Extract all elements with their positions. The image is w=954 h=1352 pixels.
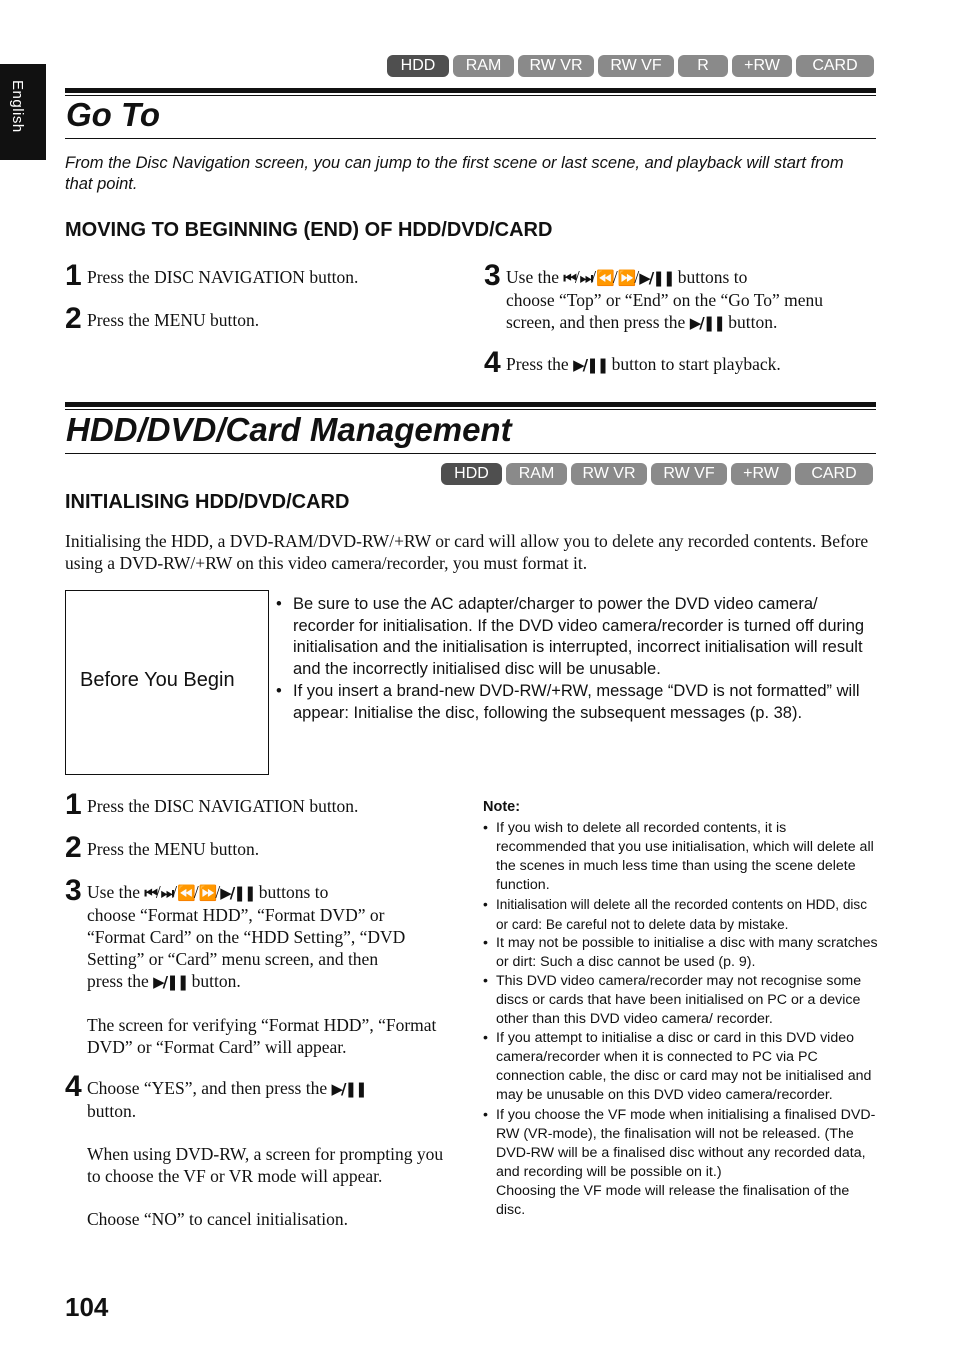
next-icon: ⏭ xyxy=(160,884,173,902)
list-item: • If you insert a brand-new DVD-RW/+RW, message “DVD is not formatted” will appear: Initialise the disc, following the subsequent messages (p. 38). xyxy=(276,681,876,724)
step-text-part: button to start playback. xyxy=(611,354,781,374)
tag-card: CARD xyxy=(796,55,874,77)
step-text: Press the DISC NAVIGATION button. xyxy=(87,267,359,287)
next-icon: ⏭ xyxy=(579,269,592,287)
media-tags-management xyxy=(441,463,873,485)
step-text-part: Use the xyxy=(87,882,140,902)
step-text-part: button. xyxy=(87,1101,137,1121)
play-pause-icon: ▶/❚❚ xyxy=(331,1080,366,1098)
tag-rw-vr: RW VR xyxy=(571,463,647,485)
step-number: 3 xyxy=(484,259,501,292)
note-list xyxy=(483,819,879,1182)
tag-card: CARD xyxy=(795,463,873,485)
step-text xyxy=(506,266,881,334)
mgmt-title-rule-top xyxy=(65,402,876,407)
step-text-part: Choose “YES”, and then press the xyxy=(87,1078,328,1098)
list-item: • If you attempt to initialise a disc or card in this DVD video camera/recorder when it is connected to PC via PC connection cable, the disc or card may not be initialised and may be unusable on this DVD video camera/recorder. xyxy=(483,1029,879,1105)
list-item: • Be sure to use the AC adapter/charger to power the DVD video camera/ recorder for initialisation. If the DVD video camera/recorder is turned off during initialisation and the initialisation is interrupted, incorrect initialisation will result and the incorrectly initialised disc will be unusable. xyxy=(276,594,876,681)
before-you-begin-box xyxy=(65,590,269,775)
tag-ram: RAM xyxy=(506,463,567,485)
step-text xyxy=(87,881,459,1058)
list-item: • Initialisation will delete all the recorded contents on HDD, disc or card: Be careful not to delete data by mistake. xyxy=(483,895,879,933)
tag-rw-vr: RW VR xyxy=(518,55,594,77)
step-number: 1 xyxy=(65,259,82,292)
tag-rw-vf: RW VF xyxy=(598,55,674,77)
fast-forward-icon: ⏩ xyxy=(198,884,216,902)
tag-hdd: HDD xyxy=(441,463,502,485)
goto-intro: From the Disc Navigation screen, you can jump to the first scene or last scene, and playback will start from that point. xyxy=(65,154,844,193)
mgmt-title-rule-top-thin xyxy=(65,409,876,410)
step-text-part: “Format Card” on the “HDD Setting”, “DVD xyxy=(87,927,406,947)
title-rule-bottom xyxy=(65,138,876,139)
list-item: • If you choose the VF mode when initialising a finalised DVD-RW (VR-mode), the finalisation will not be released. (The DVD-RW will be a finalised disc without any recorded data, and recording will be possible on it.) xyxy=(483,1106,879,1182)
slash: / xyxy=(574,267,580,287)
slash: / xyxy=(193,882,199,902)
mgmt-intro: Initialising the HDD, a DVD-RAM/DVD-RW/+RW or card will allow you to delete any recorded contents. Before using a DVD-RW/+RW on this video camera/recorder, you must format it. xyxy=(65,531,869,573)
play-pause-icon: ▶/❚❚ xyxy=(573,356,608,374)
rewind-icon: ⏪ xyxy=(177,884,194,902)
fast-forward-icon: ⏩ xyxy=(617,269,635,287)
step-followup: When using DVD-RW, a screen for prompting you to choose the VF or VR mode will appear. xyxy=(87,1144,444,1186)
step-number: 4 xyxy=(484,346,501,379)
step-text xyxy=(506,353,781,376)
step-text-part: Use the xyxy=(506,267,559,287)
rewind-icon: ⏪ xyxy=(596,269,613,287)
step-followup: Choose “NO” to cancel initialisation. xyxy=(87,1209,348,1229)
step-text-part: button. xyxy=(191,971,241,991)
mgmt-title-rule-bottom xyxy=(65,453,876,454)
list-item: • It may not be possible to initialise a disc with many scratches or dirt: Such a disc cannot be used (p. 9). xyxy=(483,934,879,972)
step-text-part: choose “Format HDD”, “Format DVD” or xyxy=(87,905,385,925)
prev-icon: ⏮ xyxy=(563,269,575,287)
note-title: Note: xyxy=(483,799,521,815)
tag-plus-rw: +RW xyxy=(732,55,792,77)
mgmt-subheading: INITIALISING HDD/DVD/CARD xyxy=(65,491,350,513)
tag-r: R xyxy=(678,55,728,77)
step-text-part: choose “Top” or “End” on the “Go To” menu xyxy=(506,290,823,310)
note-extra: Choosing the VF mode will release the finalisation of the disc. xyxy=(496,1182,850,1218)
step-text-part: Press the xyxy=(506,354,569,374)
page-number: 104 xyxy=(65,1292,109,1322)
step-text-part: button. xyxy=(728,312,778,332)
slash: / xyxy=(634,267,640,287)
prev-icon: ⏮ xyxy=(144,884,156,902)
slash: / xyxy=(155,882,161,902)
step-number: 2 xyxy=(65,302,82,335)
step-number: 1 xyxy=(65,788,82,821)
step-text-part: Setting” or “Card” menu screen, and then xyxy=(87,949,379,969)
tag-hdd: HDD xyxy=(387,55,449,77)
tag-plus-rw: +RW xyxy=(731,463,791,485)
step-text-part: buttons to xyxy=(677,267,748,287)
step-followup: The screen for verifying “Format HDD”, “Format DVD” or “Format Card” will appear. xyxy=(87,1015,437,1057)
slash: / xyxy=(215,882,221,902)
before-you-begin-label: Before You Begin xyxy=(80,669,235,691)
step-number: 4 xyxy=(65,1070,82,1103)
note-block xyxy=(483,798,879,1220)
list-item: • If you wish to delete all recorded contents, it is recommended that you use initialisation, which will delete all the scenes in much less time than using the scene delete function. xyxy=(483,819,879,895)
slash: / xyxy=(591,267,597,287)
step-number: 2 xyxy=(65,831,82,864)
tag-ram: RAM xyxy=(453,55,514,77)
page-title-goto: Go To xyxy=(66,96,161,133)
before-you-begin-list xyxy=(276,594,876,724)
play-pause-icon: ▶/❚❚ xyxy=(220,884,255,902)
play-pause-icon: ▶/❚❚ xyxy=(153,973,188,991)
language-label: English xyxy=(9,80,26,133)
title-rule-top-thin xyxy=(65,95,876,96)
play-pause-icon: ▶/❚❚ xyxy=(689,314,724,332)
tag-rw-vf: RW VF xyxy=(651,463,727,485)
step-text-part: buttons to xyxy=(258,882,329,902)
step-text: Press the DISC NAVIGATION button. xyxy=(87,796,359,816)
step-number: 3 xyxy=(65,874,82,907)
language-tab xyxy=(0,64,46,160)
play-pause-icon: ▶/❚❚ xyxy=(639,269,674,287)
media-tags-top xyxy=(387,55,874,77)
step-text: Press the MENU button. xyxy=(87,839,260,859)
step-text: Press the MENU button. xyxy=(87,310,260,330)
title-rule-top xyxy=(65,88,876,93)
slash: / xyxy=(612,267,618,287)
step-text xyxy=(87,1077,459,1230)
goto-subheading: MOVING TO BEGINNING (END) OF HDD/DVD/CARD xyxy=(65,219,553,241)
step-text-part: screen, and then press the xyxy=(506,312,686,332)
slash: / xyxy=(172,882,178,902)
page-title-management: HDD/DVD/Card Management xyxy=(66,411,512,448)
list-item: • This DVD video camera/recorder may not recognise some discs or cards that have been initialised on PC or a device other than this DVD video camera/ recorder. xyxy=(483,972,879,1029)
step-text-part: press the xyxy=(87,971,149,991)
